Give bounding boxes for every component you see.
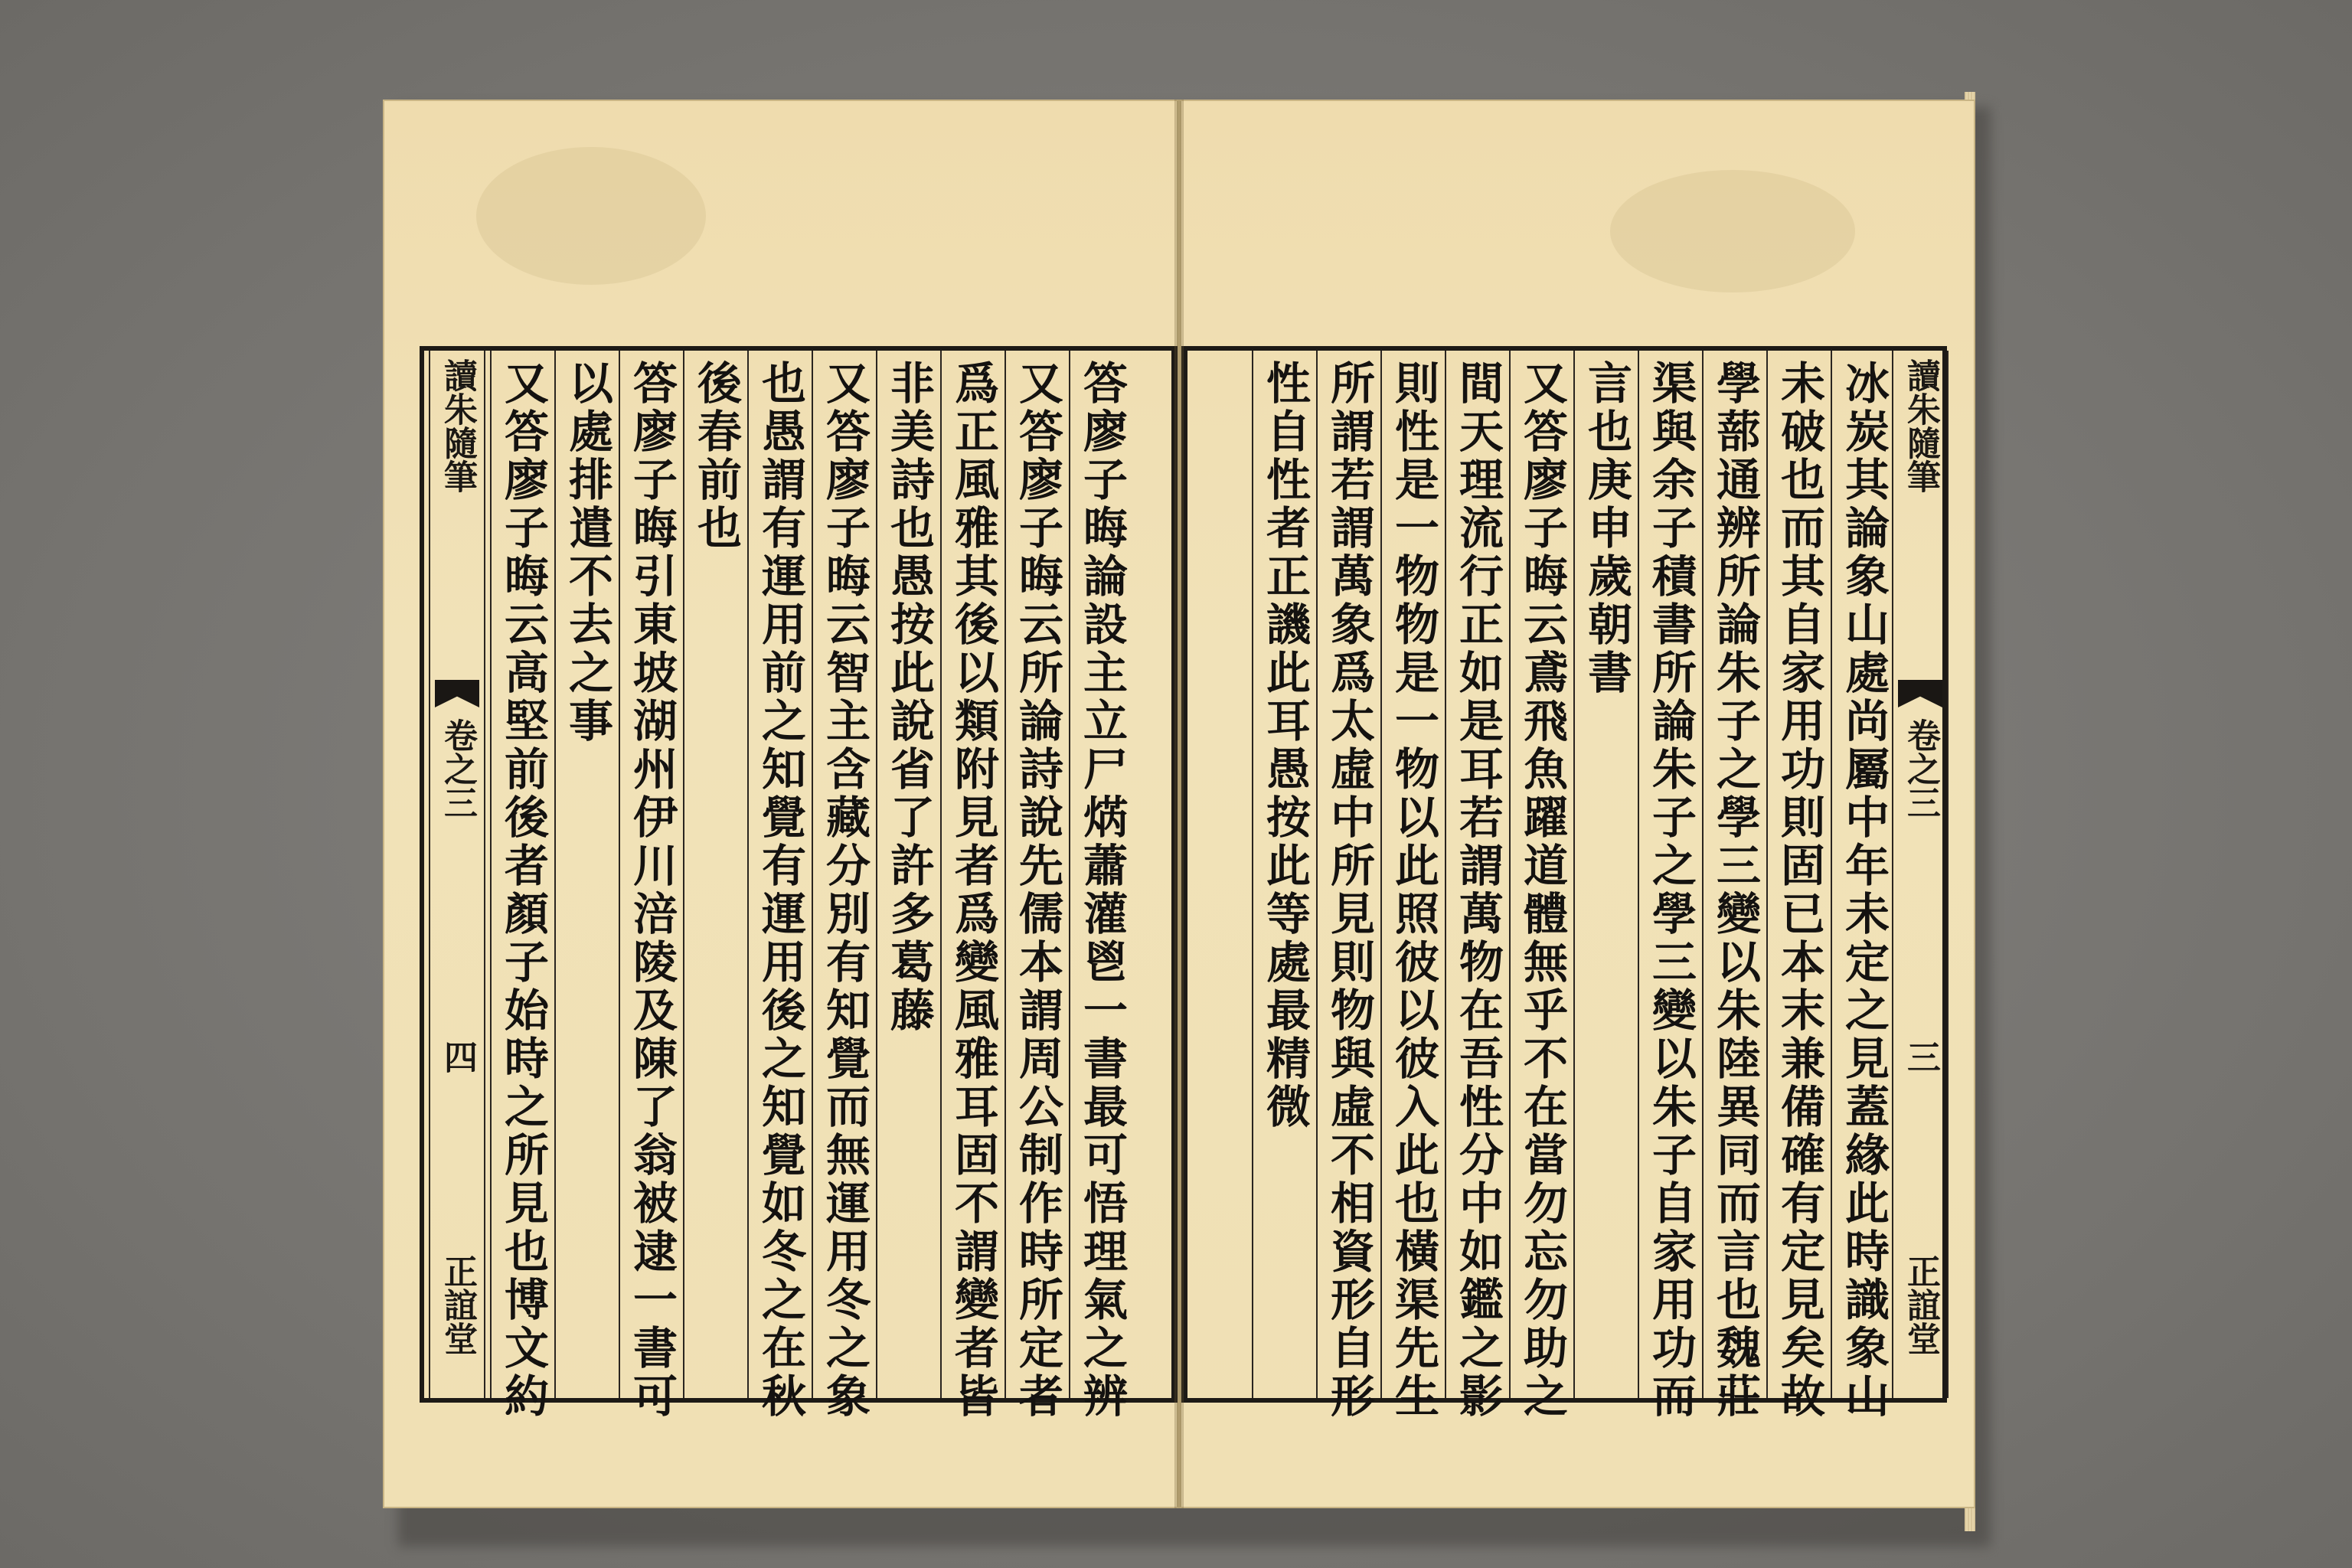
fishtail-mark-icon [1898, 680, 1942, 707]
text-column: 爲正風雅其後以類附見者爲變風雅耳固不謂變者皆 [947, 360, 999, 1421]
right-page [1179, 100, 1975, 1508]
text-column: 渠與余子積書所論朱子之學三變以朱子自家用功而 [1645, 360, 1697, 1421]
banner-publisher: 正誼堂 [1901, 1254, 1940, 1355]
text-column: 未破也而其自家用功則固已本末兼備確有定見矣故 [1773, 360, 1825, 1421]
banner-title: 讀朱隨筆 [438, 358, 477, 493]
banner-folio: 四 [438, 1040, 477, 1073]
paper-stain [476, 147, 706, 285]
text-column: 後春前也 [690, 360, 742, 553]
open-book [383, 92, 1975, 1531]
banner-chapter: 卷之三 [438, 718, 477, 819]
text-column: 所謂若謂萬象爲太虛中所見則物與虛不相資形自形 [1323, 360, 1375, 1421]
paper-stain [1610, 170, 1855, 292]
text-column: 又答廖子晦云高堅前後者顏子始時之所見也博文約 [497, 360, 549, 1421]
text-column: 又答廖子晦云所論詩說先儒本謂周公制作時所定者 [1011, 360, 1063, 1421]
banner-column [1892, 351, 1949, 1398]
text-column: 冰炭其論象山處尚屬中年未定之見蓋緣此時識象山 [1838, 360, 1890, 1421]
fishtail-mark-icon [435, 680, 479, 707]
left-page [383, 100, 1179, 1508]
text-column: 答廖子晦論設主立尸焫蕭灌鬯一書最可悟理氣之辨 [1076, 360, 1128, 1421]
right-text-frame [1181, 346, 1947, 1421]
text-column: 學蔀通辨所論朱子之學三變以朱陸異同而言也魏莊 [1709, 360, 1761, 1421]
left-text-frame [420, 346, 1178, 1421]
text-column: 以處排遣不去之事 [561, 360, 613, 746]
text-column: 也愚謂有運用前之知覺有運用後之知覺如冬之在秋 [754, 360, 806, 1421]
banner-column [429, 351, 485, 1398]
banner-chapter: 卷之三 [1901, 718, 1940, 819]
banner-title: 讀朱隨筆 [1901, 358, 1940, 493]
text-column: 間天理流行正如是耳若謂萬物在吾性分中如鑑之影 [1452, 360, 1504, 1421]
text-column: 又答廖子晦云智主含藏分別有知覺而無運用冬之象 [818, 360, 871, 1421]
text-column: 性自性者正譏此耳愚按此等處最精微 [1259, 360, 1311, 1132]
banner-folio: 三 [1901, 1040, 1940, 1073]
text-column: 答廖子晦引東坡湖州伊川涪陵及陳了翁被逮一書可 [626, 360, 678, 1421]
text-column: 又答廖子晦云鳶飛魚躍道體無乎不在當勿忘勿助之 [1516, 360, 1568, 1421]
text-column: 非美詩也愚按此說省了許多葛藤 [883, 360, 935, 1035]
book-gutter [1174, 100, 1184, 1508]
text-column: 言也庚申歲朝書 [1580, 360, 1632, 697]
banner-publisher: 正誼堂 [438, 1254, 477, 1355]
text-column: 則性是一物物是一物以此照彼以彼入此也橫渠先生 [1387, 360, 1439, 1421]
